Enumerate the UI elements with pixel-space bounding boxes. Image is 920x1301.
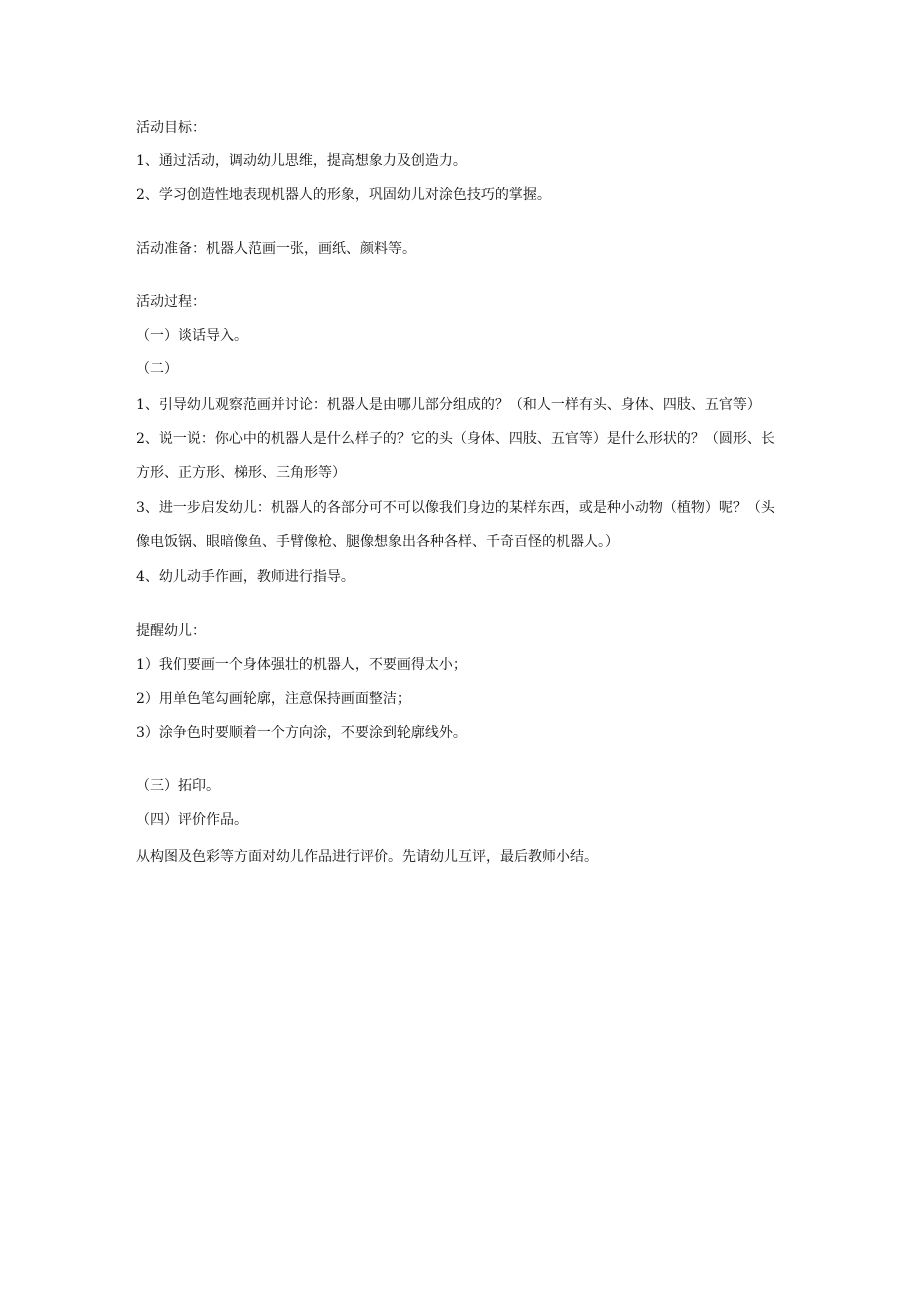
discussion-item-2-line-2: 方形、正方形、梯形、三角形等）	[136, 465, 346, 481]
process-step-4: （四）评价作品。	[136, 812, 248, 828]
goal-item-2: 2、学习创造性地表现机器人的形象，巩固幼儿对涂色技巧的掌握。	[136, 187, 551, 203]
process-step-2: （二）	[136, 361, 178, 377]
goal-item-1: 1、通过活动，调动幼儿思维，提高想象力及创造力。	[136, 153, 467, 169]
discussion-item-1: 1、引导幼儿观察范画并讨论：机器人是由哪儿部分组成的？（和人一样有头、身体、四肢、五官等）	[136, 397, 761, 413]
preparation-label: 活动准备：	[136, 241, 206, 257]
process-heading: 活动过程：	[136, 294, 206, 310]
discussion-item-3-line-2: 像电饭锅、眼暗像鱼、手臂像枪、腿像想象出各种各样、千奇百怪的机器人。）	[136, 534, 619, 550]
preparation-text: 机器人范画一张，画纸、颜料等。	[206, 241, 416, 257]
conclusion-text: 从构图及色彩等方面对幼儿作品进行评价。先请幼儿互评，最后教师小结。	[136, 849, 598, 865]
reminder-item-3: 3）涂争色时要顺着一个方向涂，不要涂到轮廓线外。	[136, 725, 467, 741]
process-step-1: （一）谈话导入。	[136, 328, 248, 344]
discussion-item-2-line-1: 2、说一说：你心中的机器人是什么样子的？它的头（身体、四肢、五官等）是什么形状的？（圆形、长	[136, 431, 775, 447]
process-step-3: （三）拓印。	[136, 778, 220, 794]
discussion-item-3-line-1: 3、进一步启发幼儿：机器人的各部分可不可以像我们身边的某样东西，或是种小动物（植物）呢？（头	[136, 500, 775, 516]
discussion-item-4: 4、幼儿动手作画，教师进行指导。	[136, 569, 355, 585]
reminder-heading: 提醒幼儿：	[136, 623, 206, 639]
goals-heading: 活动目标：	[136, 120, 206, 136]
reminder-item-2: 2）用单色笔勾画轮廓，注意保持画面整洁；	[136, 691, 411, 707]
preparation-line	[136, 240, 416, 258]
reminder-item-1: 1）我们要画一个身体强壮的机器人，不要画得太小；	[136, 657, 467, 673]
